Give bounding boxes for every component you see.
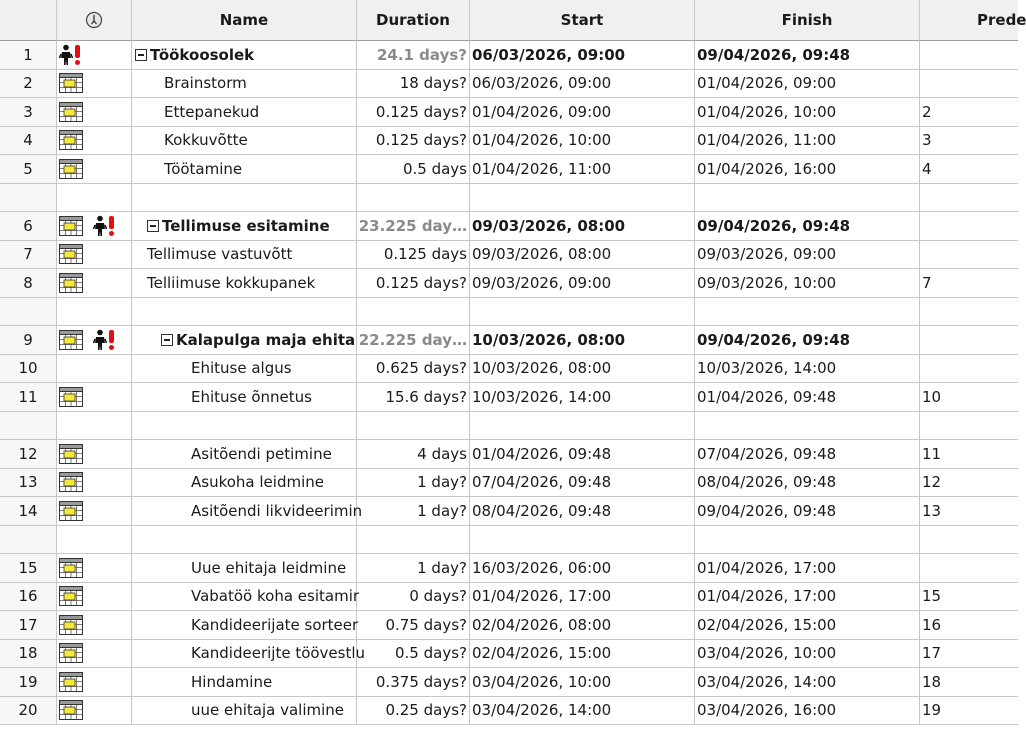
task-predecessors[interactable]: 4: [920, 155, 1018, 184]
task-start[interactable]: 01/04/2026, 11:00: [470, 155, 695, 184]
task-name-cell[interactable]: [132, 554, 357, 583]
task-start[interactable]: 10/03/2026, 08:00: [470, 355, 695, 384]
task-predecessors[interactable]: 11: [920, 440, 1018, 469]
task-calendar-icon: [59, 558, 83, 578]
task-predecessors[interactable]: [920, 526, 1018, 555]
task-start[interactable]: 06/03/2026, 09:00: [470, 41, 695, 70]
task-finish[interactable]: 10/03/2026, 14:00: [695, 355, 920, 384]
task-predecessors[interactable]: [920, 70, 1018, 99]
task-finish[interactable]: 01/04/2026, 09:48: [695, 383, 920, 412]
task-start[interactable]: 10/03/2026, 08:00: [470, 326, 695, 355]
task-duration[interactable]: 1 day?: [357, 497, 470, 526]
table-header: [0, 0, 1026, 41]
task-duration[interactable]: 15.6 days?: [357, 383, 470, 412]
row-indicators[interactable]: [57, 640, 132, 669]
task-finish[interactable]: 09/04/2026, 09:48: [695, 212, 920, 241]
task-finish[interactable]: [695, 184, 920, 213]
task-finish[interactable]: 07/04/2026, 09:48: [695, 440, 920, 469]
row-indicators[interactable]: [57, 697, 132, 726]
task-duration[interactable]: [357, 184, 470, 213]
task-finish[interactable]: 09/03/2026, 10:00: [695, 269, 920, 298]
task-name-cell[interactable]: [132, 469, 357, 498]
row-id[interactable]: 16: [0, 583, 57, 612]
task-name: Kandideerijte töövestlu: [191, 644, 366, 663]
row-id[interactable]: 19: [0, 668, 57, 697]
task-finish[interactable]: 08/04/2026, 09:48: [695, 469, 920, 498]
task-start[interactable]: 01/04/2026, 09:48: [470, 440, 695, 469]
row-id[interactable]: 2: [0, 70, 57, 99]
task-calendar-icon: [59, 700, 83, 720]
header-id[interactable]: [0, 0, 57, 41]
task-name: Kalapulga maja ehita: [176, 330, 356, 349]
task-calendar-icon: [59, 615, 83, 635]
header-predecessors[interactable]: Prede: [920, 0, 1018, 41]
task-name: Kokkuvõtte: [164, 131, 248, 150]
task-name-cell[interactable]: [132, 41, 357, 70]
row-id[interactable]: 20: [0, 697, 57, 726]
row-indicators[interactable]: [57, 155, 132, 184]
table-row[interactable]: [0, 668, 1018, 697]
row-id[interactable]: 4: [0, 127, 57, 156]
task-duration[interactable]: 22.225 day…: [357, 326, 470, 355]
task-duration[interactable]: 0.125 days?: [357, 269, 470, 298]
task-duration[interactable]: 18 days?: [357, 70, 470, 99]
task-name-cell[interactable]: [132, 355, 357, 384]
resource-overallocated-icon: [93, 329, 117, 351]
table-row[interactable]: [0, 497, 1018, 526]
collapse-toggle-icon[interactable]: [135, 49, 147, 61]
task-name: Asitõendi petimine: [191, 444, 332, 463]
task-start[interactable]: 08/04/2026, 09:48: [470, 497, 695, 526]
task-predecessors[interactable]: 18: [920, 668, 1018, 697]
task-finish[interactable]: 09/04/2026, 09:48: [695, 326, 920, 355]
table-row[interactable]: [0, 155, 1018, 184]
task-start[interactable]: [470, 526, 695, 555]
task-finish[interactable]: 03/04/2026, 10:00: [695, 640, 920, 669]
task-predecessors[interactable]: [920, 241, 1018, 270]
row-indicators[interactable]: [57, 554, 132, 583]
task-name-cell[interactable]: [132, 440, 357, 469]
task-name: Asukoha leidmine: [191, 473, 324, 492]
task-predecessors[interactable]: [920, 326, 1018, 355]
task-duration[interactable]: [357, 412, 470, 441]
task-duration[interactable]: 0.625 days?: [357, 355, 470, 384]
task-start[interactable]: 01/04/2026, 09:00: [470, 98, 695, 127]
task-name: uue ehitaja valimine: [191, 701, 345, 720]
header-name[interactable]: Name: [132, 0, 357, 41]
task-predecessors[interactable]: [920, 298, 1018, 327]
task-duration[interactable]: 0.5 days?: [357, 640, 470, 669]
task-calendar-icon: [59, 586, 83, 606]
task-finish[interactable]: 09/03/2026, 09:00: [695, 241, 920, 270]
task-finish[interactable]: [695, 526, 920, 555]
row-id[interactable]: 5: [0, 155, 57, 184]
task-duration[interactable]: 1 day?: [357, 554, 470, 583]
task-start[interactable]: 09/03/2026, 09:00: [470, 269, 695, 298]
row-id[interactable]: 13: [0, 469, 57, 498]
task-name-cell[interactable]: [132, 526, 357, 555]
table-row[interactable]: [0, 583, 1018, 612]
task-name: Ehituse algus: [191, 359, 292, 378]
resource-overallocated-icon: [93, 215, 117, 237]
row-id[interactable]: [0, 412, 57, 441]
table-row[interactable]: [0, 241, 1018, 270]
task-finish[interactable]: 01/04/2026, 11:00: [695, 127, 920, 156]
table-row[interactable]: [0, 640, 1018, 669]
task-name-cell[interactable]: [132, 583, 360, 612]
header-start[interactable]: Start: [470, 0, 695, 41]
row-indicators[interactable]: [57, 526, 132, 555]
table-row-blank[interactable]: [0, 526, 1018, 555]
row-id[interactable]: 18: [0, 640, 57, 669]
task-name-cell[interactable]: [132, 241, 357, 270]
task-finish[interactable]: 01/04/2026, 17:00: [695, 554, 920, 583]
row-indicators[interactable]: [57, 70, 132, 99]
task-name-cell[interactable]: [132, 298, 357, 327]
task-finish[interactable]: 01/04/2026, 10:00: [695, 98, 920, 127]
table-row[interactable]: [0, 98, 1018, 127]
row-id[interactable]: [0, 526, 57, 555]
row-id[interactable]: [0, 184, 57, 213]
task-duration[interactable]: [357, 298, 470, 327]
task-calendar-icon: [59, 444, 83, 464]
task-calendar-icon: [59, 643, 83, 663]
task-calendar-icon: [59, 501, 83, 521]
row-indicators[interactable]: [57, 383, 132, 412]
task-finish[interactable]: 01/04/2026, 16:00: [695, 155, 920, 184]
task-calendar-icon: [59, 73, 83, 93]
task-name: Uue ehitaja leidmine: [191, 558, 347, 577]
row-indicators[interactable]: [57, 98, 132, 127]
task-name: Töötamine: [164, 159, 243, 178]
task-start[interactable]: 02/04/2026, 15:00: [470, 640, 695, 669]
task-finish[interactable]: 02/04/2026, 15:00: [695, 611, 920, 640]
row-indicators[interactable]: [57, 184, 132, 213]
task-calendar-icon: [59, 330, 83, 350]
task-calendar-icon: [59, 472, 83, 492]
task-start[interactable]: 03/04/2026, 14:00: [470, 697, 695, 726]
task-name: Tellimuse vastuvõtt: [147, 245, 293, 264]
task-name-cell[interactable]: [132, 697, 357, 726]
header-indicators[interactable]: [57, 0, 132, 41]
task-name: Hindamine: [191, 672, 273, 691]
collapse-toggle-icon[interactable]: [147, 220, 159, 232]
task-predecessors[interactable]: 15: [920, 583, 1018, 612]
task-start[interactable]: 09/03/2026, 08:00: [470, 241, 695, 270]
task-name-cell[interactable]: [132, 611, 357, 640]
row-indicators[interactable]: [57, 611, 132, 640]
task-start[interactable]: [470, 298, 695, 327]
task-name: Kandideerijate sorteer: [191, 615, 359, 634]
row-indicators[interactable]: [57, 241, 132, 270]
task-predecessors[interactable]: [920, 212, 1018, 241]
task-start[interactable]: 10/03/2026, 14:00: [470, 383, 695, 412]
task-name-cell[interactable]: [132, 98, 357, 127]
row-indicators[interactable]: [57, 497, 132, 526]
task-predecessors[interactable]: [920, 41, 1018, 70]
task-start[interactable]: 09/03/2026, 08:00: [470, 212, 695, 241]
task-calendar-icon: [59, 387, 83, 407]
task-calendar-icon: [59, 159, 83, 179]
task-name: Vabatöö koha esitamir: [191, 587, 360, 606]
task-finish[interactable]: 03/04/2026, 16:00: [695, 697, 920, 726]
task-finish[interactable]: [695, 298, 920, 327]
task-name-cell[interactable]: [132, 640, 366, 669]
table-row-blank[interactable]: [0, 298, 1018, 327]
task-predecessors[interactable]: 12: [920, 469, 1018, 498]
row-id[interactable]: 9: [0, 326, 57, 355]
task-calendar-icon: [59, 273, 83, 293]
task-predecessors[interactable]: 13: [920, 497, 1018, 526]
row-indicators[interactable]: [57, 127, 132, 156]
task-calendar-icon: [59, 216, 83, 236]
table-row-blank[interactable]: [0, 184, 1018, 213]
table-row[interactable]: [0, 355, 1018, 384]
task-duration[interactable]: 23.225 day…: [357, 212, 470, 241]
task-finish[interactable]: 09/04/2026, 09:48: [695, 41, 920, 70]
table-row[interactable]: [0, 70, 1018, 99]
task-name: Brainstorm: [164, 74, 247, 93]
task-predecessors[interactable]: 2: [920, 98, 1018, 127]
row-id[interactable]: [0, 298, 57, 327]
task-finish[interactable]: [695, 412, 920, 441]
task-start[interactable]: 06/03/2026, 09:00: [470, 70, 695, 99]
task-calendar-icon: [59, 244, 83, 264]
table-row[interactable]: [0, 269, 1018, 298]
task-predecessors[interactable]: 3: [920, 127, 1018, 156]
task-start[interactable]: 03/04/2026, 10:00: [470, 668, 695, 697]
resource-overallocated-icon: [59, 44, 83, 66]
task-predecessors[interactable]: [920, 412, 1018, 441]
task-calendar-icon: [59, 130, 83, 150]
table-row[interactable]: [0, 611, 1018, 640]
header-duration[interactable]: Duration: [357, 0, 470, 41]
row-indicators[interactable]: [57, 583, 132, 612]
row-id[interactable]: 17: [0, 611, 57, 640]
row-indicators[interactable]: [57, 298, 132, 327]
row-id[interactable]: 11: [0, 383, 57, 412]
row-id[interactable]: 1: [0, 41, 57, 70]
task-duration[interactable]: 24.1 days?: [357, 41, 470, 70]
row-indicators[interactable]: [57, 41, 132, 70]
task-name: Töökoosolek: [150, 45, 255, 64]
task-start[interactable]: 01/04/2026, 17:00: [470, 583, 695, 612]
task-duration[interactable]: 1 day?: [357, 469, 470, 498]
header-finish[interactable]: Finish: [695, 0, 920, 41]
task-duration[interactable]: 0 days?: [357, 583, 470, 612]
row-indicators[interactable]: [57, 355, 132, 384]
task-predecessors[interactable]: 16: [920, 611, 1018, 640]
task-name-cell[interactable]: [132, 127, 357, 156]
task-duration[interactable]: 0.75 days?: [357, 611, 470, 640]
row-indicators[interactable]: [57, 440, 132, 469]
task-calendar-icon: [59, 102, 83, 122]
collapse-toggle-icon[interactable]: [161, 334, 173, 346]
task-finish[interactable]: 09/04/2026, 09:48: [695, 497, 920, 526]
task-name: Telliimuse kokkupanek: [147, 273, 316, 292]
row-id[interactable]: 15: [0, 554, 57, 583]
task-name-cell[interactable]: [132, 155, 357, 184]
task-name-cell[interactable]: [132, 326, 357, 355]
row-id[interactable]: 7: [0, 241, 57, 270]
table-row[interactable]: [0, 383, 1018, 412]
row-id[interactable]: 12: [0, 440, 57, 469]
task-predecessors[interactable]: 17: [920, 640, 1018, 669]
task-predecessors[interactable]: 10: [920, 383, 1018, 412]
table-row[interactable]: [0, 554, 1018, 583]
task-name-cell[interactable]: [132, 212, 357, 241]
table-row[interactable]: [0, 326, 1018, 355]
task-start[interactable]: 07/04/2026, 09:48: [470, 469, 695, 498]
task-predecessors[interactable]: [920, 184, 1018, 213]
task-duration[interactable]: [357, 526, 470, 555]
table-row[interactable]: [0, 212, 1018, 241]
task-name: Ehituse õnnetus: [191, 387, 312, 406]
task-predecessors[interactable]: [920, 554, 1018, 583]
row-id[interactable]: 8: [0, 269, 57, 298]
task-name-cell[interactable]: [132, 412, 357, 441]
table-row[interactable]: [0, 41, 1018, 70]
task-predecessors[interactable]: 7: [920, 269, 1018, 298]
row-id[interactable]: 10: [0, 355, 57, 384]
task-start[interactable]: 02/04/2026, 08:00: [470, 611, 695, 640]
table-row[interactable]: [0, 697, 1018, 726]
task-duration[interactable]: 0.125 days: [357, 241, 470, 270]
table-row[interactable]: [0, 127, 1018, 156]
task-name-cell[interactable]: [132, 497, 363, 526]
task-start[interactable]: 01/04/2026, 10:00: [470, 127, 695, 156]
task-duration[interactable]: 0.125 days?: [357, 98, 470, 127]
task-predecessors[interactable]: 19: [920, 697, 1018, 726]
task-start[interactable]: [470, 412, 695, 441]
task-finish[interactable]: 03/04/2026, 14:00: [695, 668, 920, 697]
row-indicators[interactable]: [57, 469, 132, 498]
task-finish[interactable]: 01/04/2026, 09:00: [695, 70, 920, 99]
task-start[interactable]: [470, 184, 695, 213]
table-row-blank[interactable]: [0, 412, 1018, 441]
task-name-cell[interactable]: [132, 184, 357, 213]
task-name-cell[interactable]: [132, 383, 357, 412]
task-name: Tellimuse esitamine: [162, 216, 330, 235]
task-name-cell[interactable]: [132, 668, 357, 697]
task-start[interactable]: 16/03/2026, 06:00: [470, 554, 695, 583]
task-name: Asitõendi likvideerimin: [191, 501, 363, 520]
row-indicators[interactable]: [57, 412, 132, 441]
row-id[interactable]: 3: [0, 98, 57, 127]
table-row[interactable]: [0, 440, 1018, 469]
row-indicators[interactable]: [57, 326, 132, 355]
task-name-cell[interactable]: [132, 269, 357, 298]
task-name: Ettepanekud: [164, 102, 260, 121]
task-calendar-icon: [59, 672, 83, 692]
task-name-cell[interactable]: [132, 70, 357, 99]
task-duration[interactable]: 4 days: [357, 440, 470, 469]
task-duration[interactable]: 0.25 days?: [357, 697, 470, 726]
table-row[interactable]: [0, 469, 1018, 498]
row-indicators[interactable]: [57, 212, 132, 241]
indicators-icon: [85, 11, 103, 29]
task-finish[interactable]: 01/04/2026, 17:00: [695, 583, 920, 612]
row-indicators[interactable]: [57, 668, 132, 697]
task-duration[interactable]: 0.125 days?: [357, 127, 470, 156]
task-duration[interactable]: 0.375 days?: [357, 668, 470, 697]
row-id[interactable]: 14: [0, 497, 57, 526]
task-predecessors[interactable]: [920, 355, 1018, 384]
task-duration[interactable]: 0.5 days: [357, 155, 470, 184]
row-indicators[interactable]: [57, 269, 132, 298]
row-id[interactable]: 6: [0, 212, 57, 241]
